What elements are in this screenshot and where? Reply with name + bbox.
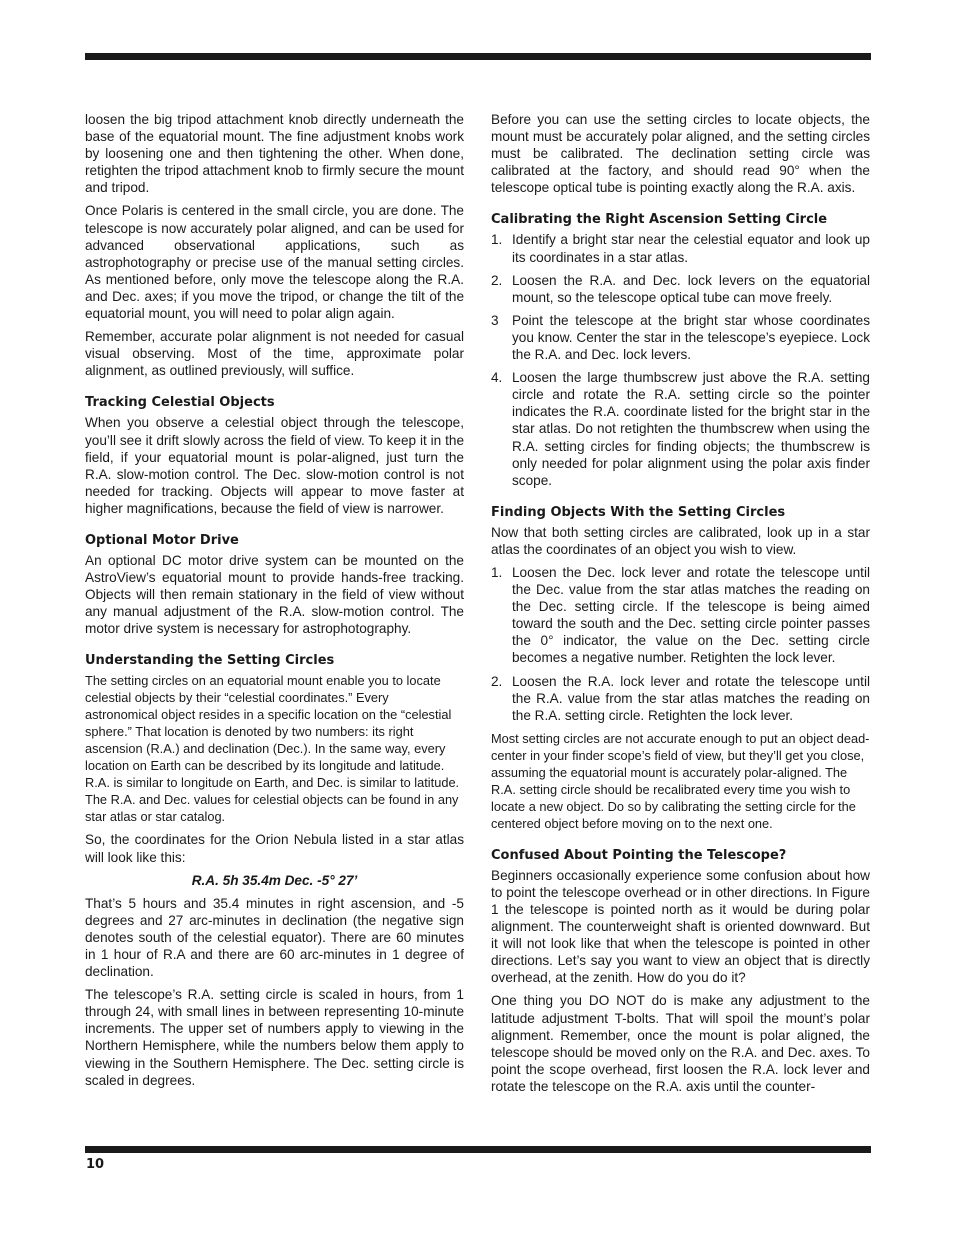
coordinates-example: R.A. 5h 35.4m Dec. -5° 27’ bbox=[191, 872, 358, 888]
paragraph: Beginners occasionally experience some confusion about how to point the telescope overhead or in other directions. In Figure 1 the telescope is pointed north as it would be during polar alignment. The counterweight shaft is oriented downward. But it will not look like that when the telescope is pointed in other directions. Let’s say you want to view an object that is directly overhead, at the zenith. How do you do it? bbox=[491, 867, 870, 986]
list-item bbox=[491, 231, 870, 265]
step-number: 4. bbox=[491, 370, 503, 386]
list-item bbox=[491, 369, 870, 489]
step-text: Point the telescope at the bright star whose coordinates you know. Center the star in the telescope’s eyepiece. Lock the R.A. and Dec. lock levers. bbox=[512, 312, 870, 363]
heading-motor-drive: Optional Motor Drive bbox=[85, 532, 239, 548]
right-column bbox=[491, 111, 870, 1101]
step-text: Identify a bright star near the celestial equator and look up its coordinates in a star atlas. bbox=[512, 232, 870, 265]
step-number: 3 bbox=[491, 312, 499, 328]
step-text: Loosen the large thumbscrew just above the R.A. setting circle and rotate the R.A. setting circle so the pointer indicates the R.A. coordinate listed for the bright star in the star atlas. Do not retighten the thumbscrew when using the R.A. setting circles for finding objects; the thumbscrew is only needed for polar alignment using the polar axis finder scope. bbox=[512, 370, 870, 488]
step-number: 2. bbox=[491, 673, 503, 689]
step-text: Loosen the Dec. lock lever and rotate the telescope until the Dec. value from the star atlas matches the reading on the Dec. setting circle. If the telescope is being aimed toward the south and the Dec. setting circle pointer passes the 0° indicator, the value on the Dec. setting circle becomes a negative number. Retighten the lock lever. bbox=[512, 564, 870, 666]
list-item bbox=[491, 564, 870, 667]
top-rule bbox=[85, 53, 871, 60]
paragraph: Now that both setting circles are calibrated, look up in a star atlas the coordinates of an object you wish to view. bbox=[491, 524, 870, 557]
list-item bbox=[491, 272, 870, 306]
paragraph: So, the coordinates for the Orion Nebula listed in a star atlas will look like this: bbox=[85, 832, 464, 865]
calibrating-steps bbox=[491, 231, 870, 488]
page-number: 10 bbox=[86, 1157, 105, 1172]
list-item bbox=[491, 312, 870, 363]
step-number: 1. bbox=[491, 564, 503, 580]
finding-steps bbox=[491, 564, 870, 724]
heading-finding-objects: Finding Objects With the Setting Circles bbox=[491, 504, 786, 520]
heading-tracking: Tracking Celestial Objects bbox=[85, 395, 275, 411]
step-text: Loosen the R.A. lock lever and rotate the telescope until the R.A. value from the star atlas matches the reading on the R.A. setting circle. Retighten the lock lever. bbox=[512, 673, 870, 723]
paragraph: The telescope’s R.A. setting circle is scaled in hours, from 1 through 24, with small lines in between representing 10-minute increments. The upper set of numbers apply to viewing in the Northern Hemisphere, while the numbers below them apply to viewing in the Southern Hemisphere. The Dec. setting circle is scaled in degrees. bbox=[85, 987, 464, 1088]
bottom-rule bbox=[85, 1146, 871, 1153]
paragraph: The setting circles on an equatorial mount enable you to locate celestial objects by their “celestial coordinates.” Every astronomical object resides in a specific location on the “celestial sphere.” That location is denoted by two numbers: its right ascension (R.A.) and declination (Dec.). In the same way, every location on Earth can be described by its longitude and latitude. R.A. is similar to longitude on Earth, and Dec. is similar to latitude. The R.A. and Dec. values for celestial objects can be found in any star atlas or star catalog. bbox=[85, 673, 460, 825]
paragraph: loosen the big tripod attachment knob directly underneath the base of the equatorial mount. The fine adjustment knobs work by loosening one and then tightening the other. When done, retighten the tripod attachment knob to firmly secure the mount and tripod. bbox=[85, 112, 464, 196]
paragraph: Before you can use the setting circles to locate objects, the mount must be accurately polar aligned, and the setting circles must be calibrated. The declination setting circle was calibrated at the factory, and should read 90° when the telescope optical tube is pointing exactly along the R.A. axis. bbox=[491, 112, 870, 196]
paragraph: An optional DC motor drive system can be mounted on the AstroView’s equatorial mount to provide hands-free tracking. Objects will then remain stationary in the field of view without any manual adjustment of the R.A. slow-motion control. The motor drive system is necessary for astrophotography. bbox=[85, 552, 464, 637]
paragraph: One thing you DO NOT do is make any adjustment to the latitude adjustment T-bolts. That will spoil the mount’s polar alignment. Remember, once the mount is polar aligned, the telescope should be moved only on the R.A. and Dec. axes. To point the scope overhead, first loosen the R.A. lock lever and rotate the telescope on the R.A. axis until the counter- bbox=[491, 993, 870, 1094]
paragraph: When you observe a celestial object through the telescope, you’ll see it drift slowly across the field of view. To keep it in the field, if your equatorial mount is polar-aligned, just turn the R.A. slow-motion control. The Dec. slow-motion control is not needed for tracking. Objects will appear to move faster at higher magnifications, because the field of view is narrower. bbox=[85, 415, 464, 516]
paragraph: Most setting circles are not accurate enough to put an object dead-center in your finder scope’s field of view, but they’ll get you close, assuming the equatorial mount is accurately polar-aligned. The R.A. setting circle should be recalibrated every time you wish to locate a new object. Do so by calibrating the setting circle for the centered object before moving on to the next one. bbox=[491, 730, 870, 831]
heading-confused: Confused About Pointing the Telescope? bbox=[491, 847, 787, 863]
paragraph: That’s 5 hours and 35.4 minutes in right ascension, and -5 degrees and 27 arc-minutes in declination (the negative sign denotes south of the celestial equator). There are 60 minutes in 1 hour of R.A and there are 60 arc-minutes in 1 degree of declination. bbox=[85, 895, 464, 980]
step-number: 1. bbox=[491, 232, 503, 248]
heading-calibrating: Calibrating the Right Ascension Setting Circle bbox=[491, 212, 828, 228]
left-column bbox=[85, 111, 464, 1095]
heading-setting-circles: Understanding the Setting Circles bbox=[85, 653, 335, 669]
paragraph: Remember, accurate polar alignment is not needed for casual visual observing. Most of the time, approximate polar alignment, as outlined previously, will suffice. bbox=[85, 329, 464, 379]
step-number: 2. bbox=[491, 272, 503, 288]
list-item bbox=[491, 673, 870, 724]
step-text: Loosen the R.A. and Dec. lock levers on the equatorial mount, so the telescope optical tube can move freely. bbox=[512, 272, 870, 305]
paragraph: Once Polaris is centered in the small circle, you are done. The telescope is now accurately polar aligned, and can be used for advanced observational applications, such as astrophotography or precise use of the manual setting circles. As mentioned before, only move the telescope along the R.A. and Dec. axes; if you move the tripod, or change the tilt of the equatorial mount, you will need to polar align again. bbox=[85, 203, 464, 322]
